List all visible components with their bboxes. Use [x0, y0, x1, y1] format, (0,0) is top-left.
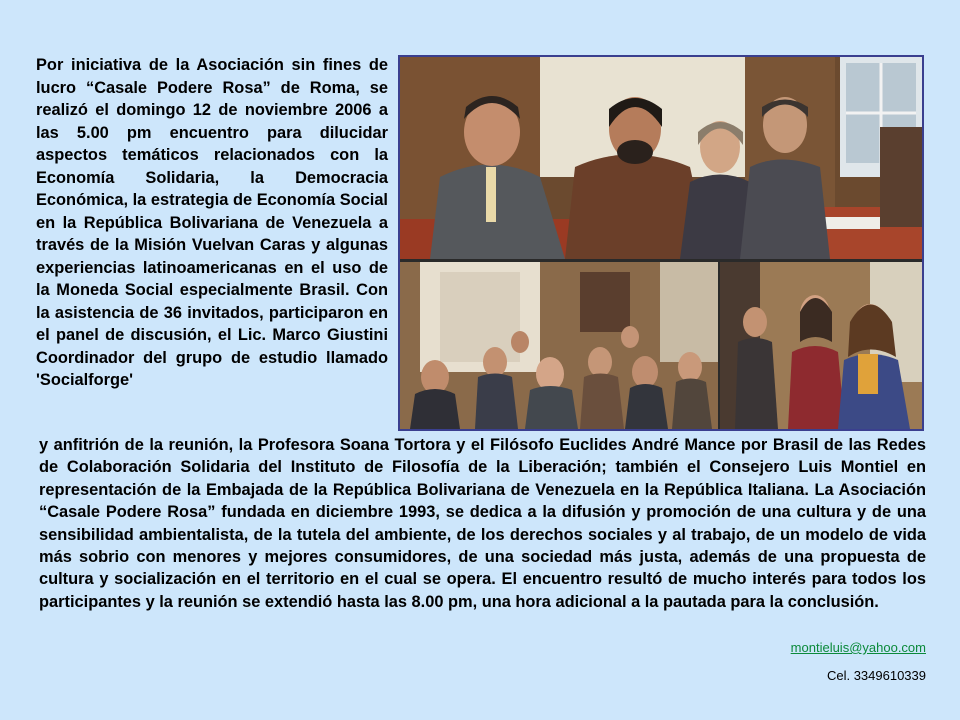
intro-paragraph: Por iniciativa de la Asociación sin fines de lucro “Casale Podere Rosa” de Roma, se realizó el domingo 12 de noviembre 2006 a las 5.00 pm encuentro para dilucidar aspectos temáticos relacionados con la Economía Solidaria, la Democracia Económica, la estrategia de Economía Social en la República Bolivariana de Venezuela a través de la Misión Vuelvan Caras y algunas experiencias latinoamericanas en el uso de la Moneda Social especialmente Brasil. Con la asistencia de 36 invitados, participaron en el panel de discusión, el Lic. Marco Giustini Coordinador del grupo de estudio llamado 'Socialforge'	[36, 56, 388, 389]
body-paragraph: y anfitrión de la reunión, la Profesora Soana Tortora y el Filósofo Euclides André Mance por Brasil de las Redes de Colaboración Solidaria del Instituto de Filosofía de la Liberación; también el Consejero Luis Montiel en representación de la Embajada de la República Bolivariana de Venezuela en la República Italiana. La Asociación “Casale Podere Rosa” fundada en diciembre 1993, se dedica a la difusión y promoción de una cultura y de una sensibilidad ambientalista, de la tutela del ambiente, de los derechos sociales y al trabajo, de un modelo de vida más sobrio con menores y mejores consumidores, de una sociedad más justa, además de una propuesta de cultura y socialización en el territorio en el cual se opera. El encuentro resultó de mucho interés para todos los participantes y la reunión se extendió hasta las 8.00 pm, una hora adicional a la pautada para la conclusión.	[39, 436, 926, 611]
photo-collage	[398, 55, 924, 431]
contact-email-link[interactable]: montieluis@yahoo.com	[790, 640, 926, 655]
panel-photo	[400, 57, 922, 259]
contact-phone: Cel. 3349610339	[826, 668, 926, 683]
guests-photo	[720, 262, 922, 429]
audience-photo	[400, 262, 718, 429]
